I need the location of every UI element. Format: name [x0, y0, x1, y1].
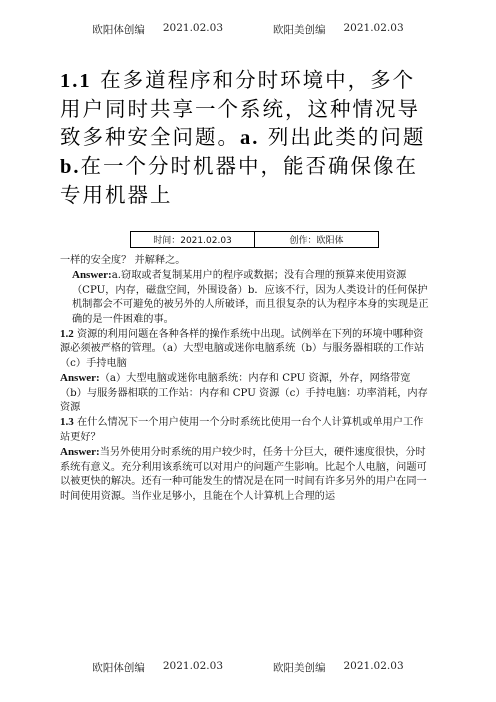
- answer-3-text: 当另外使用分时系统的用户较少时，任务十分巨大，硬件速度很快，分时系统有意义。充分利用该系统可以对用户的问题产生影响。比起个人电脑，问题可以被更快的解决。还有一种可能发生的情况是在同一时间有许多另外的用户在同一时间使用资源。当作业足够小，且能在个人计算机上合理的运: [60, 447, 427, 502]
- question-number: 1.2: [60, 328, 74, 341]
- footer-left-name: 欧阳体创编: [92, 662, 145, 674]
- meta-author: 创作：欧阳体: [254, 232, 378, 247]
- footer-right-date: 2021.02.03: [343, 660, 404, 672]
- document-body: [60, 254, 432, 504]
- answer-2-paragraph: [60, 371, 432, 386]
- question-number: 1.3: [60, 416, 74, 429]
- header-left-date: 2021.02.03: [162, 22, 223, 34]
- title-part2: 列出此类的问题: [259, 125, 426, 149]
- header-left-name: 欧阳体创编: [92, 24, 145, 36]
- question-1-3-text: 在什么情况下一个用户使用一个分时系统比使用一台个人计算机或单用户工作站更好？: [60, 417, 424, 443]
- title-part1: 在多道程序和分时环境中，多个用户同时共享一个系统，这种情况导致多种安全问题。: [60, 68, 420, 149]
- question-1-3-paragraph: [60, 415, 432, 445]
- body-line-1: 一样的安全度？ 并解释之。: [60, 255, 186, 266]
- question-1-2-paragraph: [60, 327, 432, 371]
- question-1-2-text: 资源的利用问题在各种各样的操作系统中出现。试例举在下列的环境中哪种资源必须被严格的管理。（a）大型电脑或迷你电脑系统（b）与服务器相联的工作站（c）手持电脑: [60, 329, 425, 369]
- header-right-name: 欧阳美创编: [273, 24, 326, 36]
- title-a-marker: a.: [240, 127, 260, 149]
- footer-right-name: 欧阳美创编: [273, 662, 326, 674]
- answer-3-paragraph: [60, 445, 432, 504]
- title-number: 1.1: [60, 70, 92, 92]
- page-header: [0, 22, 496, 37]
- footer-left-date: 2021.02.03: [162, 660, 223, 672]
- header-right-date: 2021.02.03: [343, 22, 404, 34]
- meta-info-box: [130, 231, 379, 248]
- title-b-marker: b.: [60, 156, 81, 178]
- answer-label: Answer:: [60, 372, 100, 385]
- answer-1-text: a.窃取或者复制某用户的程序或数据；没有合理的预算来使用资源（CPU，内存，磁盘空间，外围设备）b．应该不行，因为人类设计的任何保护机制都会不可避免的被另外的人所破译，而且很复杂的认为程序本身的实现是正确的是一件困难的事。: [72, 270, 429, 325]
- meta-time: 时间：2021.02.03: [153, 236, 232, 246]
- page-footer: [0, 660, 496, 675]
- answer-2-text: （a）大型电脑或迷你电脑系统：内存和 CPU 资源，外存，网络带宽: [99, 373, 411, 385]
- question-title: [60, 66, 432, 209]
- answer-1-paragraph: [60, 268, 432, 327]
- answer-label: Answer:: [60, 446, 100, 459]
- answer-2-continued: （b）与服务器相联的工作站：内存和 CPU 资源（c）手持电脑：功率消耗，内存资源: [60, 387, 428, 414]
- title-part3: 在一个分时机器中，能否确保像在专用机器上: [60, 154, 419, 207]
- answer-label: Answer:: [72, 269, 112, 282]
